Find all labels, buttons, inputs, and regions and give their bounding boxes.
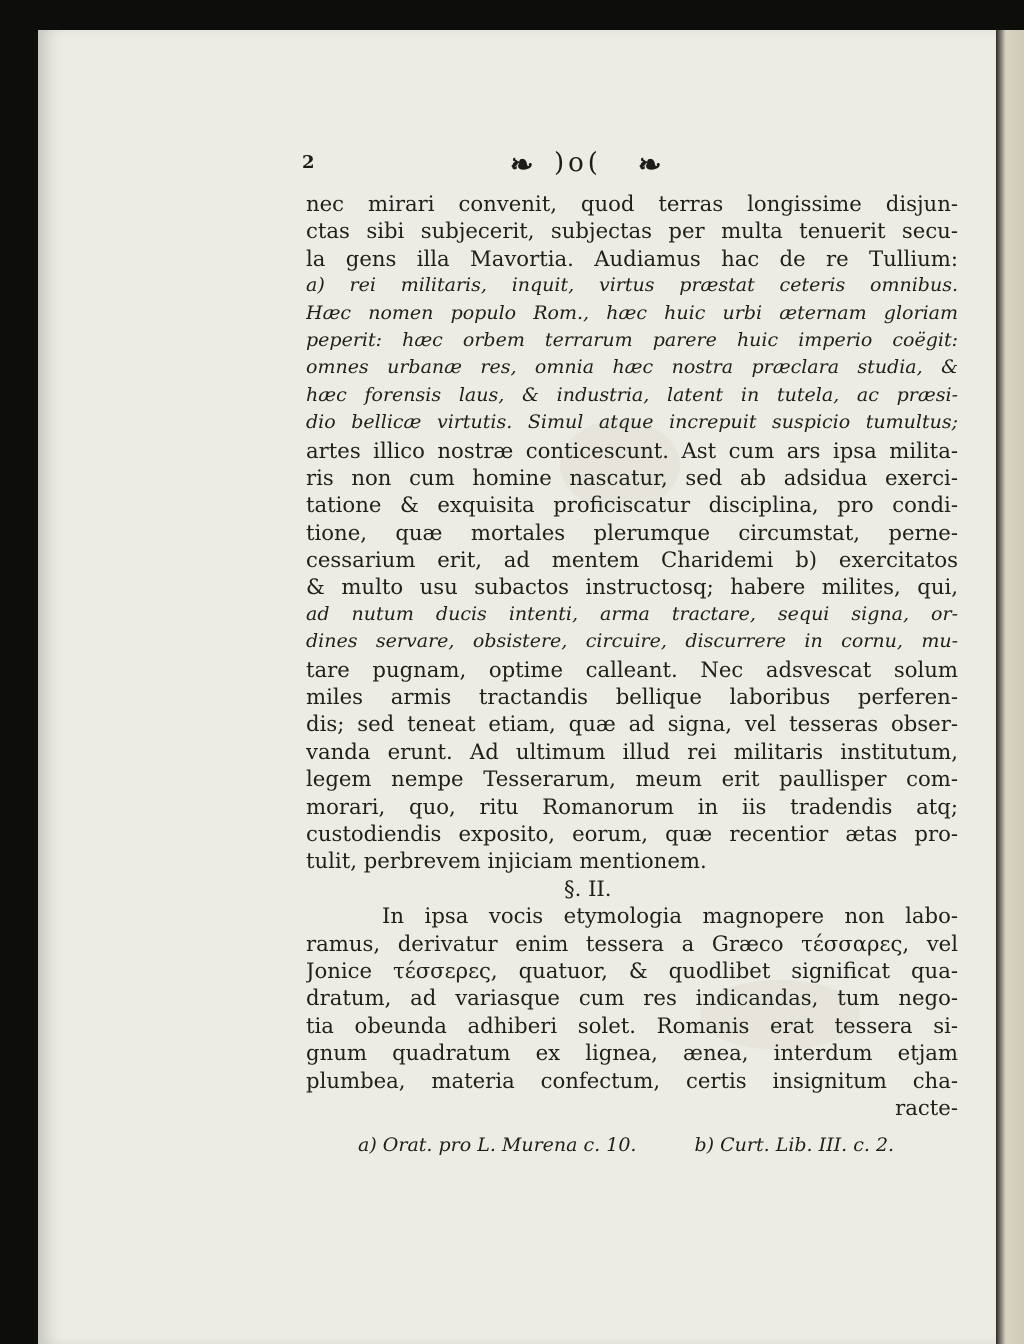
- footnotes: [358, 1134, 958, 1156]
- text-line: nec mirari convenit, quod terras longissime disjun-: [306, 191, 958, 216]
- text-line: ris non cum homine nascatur, sed ab adsidua exerci-: [306, 464, 958, 490]
- footnote-a: a) Orat. pro L. Murena c. 10.: [358, 1134, 637, 1156]
- page-number: 2: [302, 152, 315, 173]
- left-ornament-icon: ❧: [510, 148, 534, 181]
- text-line: a) rei militaris, inquit, virtus præstat ceteris omnibus.: [306, 274, 958, 297]
- text-line: ctas sibi subjecerit, subjectas per multa tenuerit secu-: [306, 218, 958, 244]
- text-line: custodiendis exposito, eorum, quæ recentior ætas pro-: [306, 820, 958, 846]
- body-text: [306, 190, 958, 1121]
- text-line: ramus, derivatur enim tessera a Græco τέσσαρες, vel: [306, 930, 958, 956]
- text-line: plumbea, materia confectum, certis insignitum cha-: [306, 1067, 958, 1093]
- text-line: tare pugnam, optime calleant. Nec adsvescat solum: [306, 656, 958, 682]
- text-line: In ipsa vocis etymologia magnopere non labo-: [382, 903, 958, 929]
- text-line: Hæc nomen populo Rom., hæc huic urbi æternam gloriam: [306, 301, 958, 324]
- text-line: la gens illa Mavortia. Audiamus hac de re Tullium:: [306, 245, 958, 271]
- text-line: ad nutum ducis intenti, arma tractare, sequi signa, or-: [306, 602, 958, 625]
- footnote-b: b) Curt. Lib. III. c. 2.: [694, 1134, 895, 1156]
- text-line: vanda erunt. Ad ultimum illud rei militaris institutum,: [306, 738, 958, 764]
- text-line: dis; sed teneat etiam, quæ ad signa, vel tesseras obser-: [306, 711, 958, 737]
- catchword: racte-: [895, 1094, 958, 1120]
- section-heading: §. II.: [564, 875, 612, 901]
- text-line: dratum, ad variasque cum res indicandas, tum nego-: [306, 985, 958, 1011]
- text-line: morari, quo, ritu Romanorum in iis tradendis atq;: [306, 793, 958, 819]
- text-line: legem nempe Tesserarum, meum erit paullisper com-: [306, 766, 958, 792]
- right-ornament-icon: ❧: [638, 148, 662, 181]
- text-line: omnes urbanæ res, omnia hæc nostra præclara studia, &: [306, 356, 958, 379]
- text-line: Jonice τέσσερες, quatuor, & quodlibet significat qua-: [306, 957, 958, 983]
- text-line: & multo usu subactos instructosq; habere milites, qui,: [306, 574, 958, 600]
- text-line: tione, quæ mortales plerumque circumstat, perne-: [306, 519, 958, 545]
- text-line: peperit: hæc orbem terrarum parere huic imperio coëgit:: [306, 328, 958, 351]
- text-line: dines servare, obsistere, circuire, discurrere in cornu, mu-: [306, 630, 958, 653]
- text-line: tia obeunda adhiberi solet. Romanis erat tessera si-: [306, 1012, 958, 1038]
- spine-shadow: [38, 30, 62, 1344]
- text-line: hæc forensis laus, & industria, latent in tutela, ac præsi-: [306, 383, 958, 406]
- text-line: cessarium erit, ad mentem Charidemi b) exercitatos: [306, 547, 958, 573]
- text-line: tulit, perbrevem injiciam mentionem.: [306, 848, 707, 874]
- text-line: tatione & exquisita proficiscatur disciplina, pro condi-: [306, 492, 958, 518]
- text-line: miles armis tractandis bellique laboribus perferen-: [306, 684, 958, 710]
- facing-page-edge: [996, 30, 1024, 1344]
- text-line: artes illico nostræ conticescunt. Ast cum ars ipsa milita-: [306, 437, 958, 463]
- text-line: dio bellicæ virtutis. Simul atque increpuit suspicio tumultus;: [306, 411, 958, 434]
- header-mark: )o(: [554, 148, 602, 178]
- text-line: gnum quadratum ex lignea, ænea, interdum etjam: [306, 1040, 958, 1066]
- running-header: [302, 148, 962, 188]
